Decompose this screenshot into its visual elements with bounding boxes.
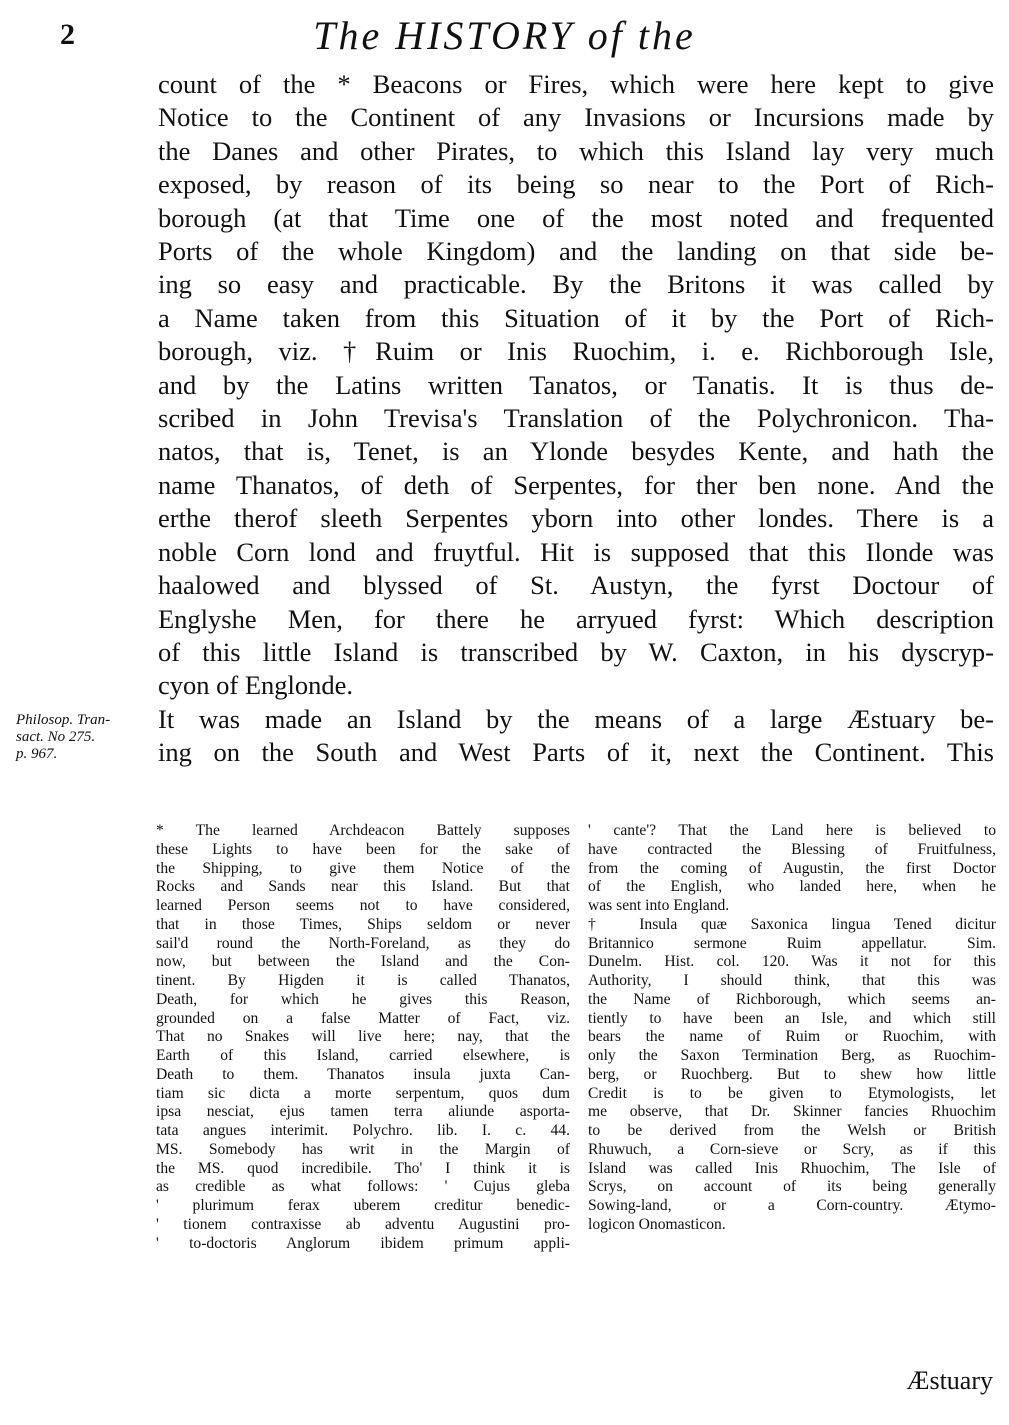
body-line: noble Corn lond and fruytful. Hit is supposed that this Ilonde was bbox=[158, 536, 994, 567]
footnote-line: That no Snakes will live here; nay, that the bbox=[156, 1028, 570, 1046]
footnote-line: as credible as what follows: ' Cujus gleba bbox=[156, 1178, 570, 1196]
margin-note-line: p. 967. bbox=[16, 746, 58, 762]
body-line: Englyshe Men, for there he arryued fyrst: Which description bbox=[158, 603, 994, 634]
margin-note-line: Philosop. Tran- bbox=[16, 712, 111, 728]
footnote-line: sail'd round the North-Foreland, as they do bbox=[156, 934, 570, 952]
footnote-line: MS. Somebody has writ in the Margin of bbox=[156, 1140, 570, 1158]
body-line: Notice to the Continent of any Invasions or Incursions made by bbox=[158, 102, 994, 133]
footnote-line: was sent into England. bbox=[588, 897, 730, 914]
footnote-line: Rocks and Sands near this Island. But that bbox=[156, 878, 570, 896]
body-line: Ports of the whole Kingdom) and the landing on that side be- bbox=[158, 236, 994, 267]
footnote-line: Britannico sermone Ruim appellatur. Sim. bbox=[588, 934, 996, 952]
body-line: name Thanatos, of deth of Serpentes, for ther ben none. And the bbox=[158, 469, 994, 500]
body-text bbox=[158, 68, 994, 770]
footnote-line: now, but between the Island and the Con- bbox=[156, 953, 570, 971]
footnote-line: Credit is to be given to Etymologists, let bbox=[588, 1084, 996, 1102]
footnotes-left-column bbox=[156, 822, 570, 1253]
footnote-line: berg, or Ruochberg. But to shew how little bbox=[588, 1065, 996, 1083]
footnote-line: me observe, that Dr. Skinner fancies Rhuochim bbox=[588, 1103, 996, 1121]
body-line: haalowed and blyssed of St. Austyn, the fyrst Doctour of bbox=[158, 570, 994, 601]
footnote-line: only the Saxon Termination Berg, as Ruochim- bbox=[588, 1047, 996, 1064]
footnote-line: the Shipping, to give them Notice of the bbox=[156, 859, 570, 877]
footnote-line: have contracted the Blessing of Fruitfulness, bbox=[588, 840, 996, 858]
body-line: borough, viz. †Ruim or Inis Ruochim, i. e. Richborough Isle, bbox=[158, 336, 994, 367]
body-line: of this little Island is transcribed by W. Caxton, in his dyscryp- bbox=[158, 636, 994, 667]
body-line: It was made an Island by the means of a large Æstuary be- bbox=[158, 703, 994, 734]
footnote-line: ' plurimum ferax uberem creditur benedic- bbox=[156, 1197, 570, 1214]
body-line: erthe therof sleeth Serpentes yborn into other londes. There is a bbox=[158, 503, 994, 534]
footnote-line: Earth of this Island, carried elsewhere, is bbox=[156, 1047, 570, 1064]
footnote-line: tiently to have been an Isle, and which still bbox=[588, 1009, 996, 1027]
footnotes-right-column bbox=[588, 822, 996, 1235]
footnote-line: Island was called Inis Rhuochim, The Isle of bbox=[588, 1159, 996, 1177]
body-line: a Name taken from this Situation of it by the Port of Rich- bbox=[158, 302, 994, 333]
footnote-line: Scrys, on account of its being generally bbox=[588, 1178, 996, 1196]
body-line: the Danes and other Pirates, to which this Island lay very much bbox=[158, 135, 994, 166]
footnote-line: logicon Onomasticon. bbox=[588, 1215, 726, 1233]
catchword: Æstuary bbox=[906, 1366, 993, 1395]
footnote-line: † Insula quæ Saxonica lingua Tened dicitur bbox=[588, 915, 996, 933]
body-line: borough (at that Time one of the most noted and frequented bbox=[158, 202, 994, 233]
footnote-line: the MS. quod incredibile. Tho' I think it is bbox=[156, 1159, 570, 1177]
body-line: natos, that is, Tenet, is an Ylonde besydes Kente, and hath the bbox=[158, 436, 994, 467]
body-line: scribed in John Trevisa's Translation of the Polychronicon. Tha- bbox=[158, 403, 994, 434]
footnote-line: from the coming of Augustin, the first Doctor bbox=[588, 859, 996, 877]
footnote-line: these Lights to have been for the sake of bbox=[156, 840, 570, 858]
body-line: and by the Latins written Tanatos, or Tanatis. It is thus de- bbox=[158, 369, 994, 400]
footnote-line: tiam sic dicta a morte serpentum, quos dum bbox=[156, 1084, 570, 1102]
margin-note-line: sact. No 275. bbox=[16, 729, 96, 745]
running-title: The HISTORY of the bbox=[313, 13, 696, 58]
footnote-line: Rhuwuch, a Corn-sieve or Scry, as if this bbox=[588, 1140, 996, 1158]
footnote-line: tata angues interimit. Polychro. lib. I. c. 44. bbox=[156, 1122, 570, 1139]
footnote-line: Death to them. Thanatos insula juxta Can- bbox=[156, 1065, 570, 1083]
footnote-line: ' cante'? That the Land here is believed to bbox=[588, 822, 996, 839]
footnote-line: ipsa nesciat, ejus tamen terra aliunde asporta- bbox=[156, 1103, 570, 1121]
footnote-line: to be derived from the Welsh or British bbox=[588, 1122, 996, 1139]
footnote-line: the Name of Richborough, which seems an- bbox=[588, 990, 996, 1008]
footnote-line: ' tionem contraxisse ab adventu Augustini pro- bbox=[156, 1215, 570, 1233]
footnote-line: grounded on a false Matter of Fact, viz. bbox=[156, 1009, 570, 1027]
footnote-line: tinent. By Higden it is called Thanatos, bbox=[156, 972, 570, 989]
footnote-line: Authority, I should think, that this was bbox=[588, 972, 996, 989]
body-line: ing on the South and West Parts of it, next the Continent. This bbox=[158, 737, 994, 768]
footnote-line: Dunelm. Hist. col. 120. Was it not for this bbox=[588, 953, 996, 971]
margin-note bbox=[16, 712, 156, 763]
footnote-line: learned Person seems not to have considered, bbox=[156, 897, 570, 914]
footnote-line: that in those Times, Ships seldom or never bbox=[156, 915, 570, 933]
footnote-line: ' to-doctoris Anglorum ibidem primum appli- bbox=[156, 1234, 570, 1252]
page-number: 2 bbox=[60, 18, 75, 51]
body-line: cyon of Englonde. bbox=[158, 670, 354, 701]
body-line: ing so easy and practicable. By the Britons it was called by bbox=[158, 269, 994, 300]
footnote-line: * The learned Archdeacon Battely supposes bbox=[156, 822, 570, 839]
footnote-line: Sowing-land, or a Corn-country. Ætymo- bbox=[588, 1197, 996, 1214]
footnote-line: of the English, who landed here, when he bbox=[588, 878, 996, 896]
body-line: exposed, by reason of its being so near to the Port of Rich- bbox=[158, 169, 994, 200]
footnote-line: bears the name of Ruim or Ruochim, with bbox=[588, 1028, 996, 1046]
body-line: count of the * Beacons or Fires, which were here kept to give bbox=[158, 69, 994, 99]
footnote-line: Death, for which he gives this Reason, bbox=[156, 990, 570, 1008]
